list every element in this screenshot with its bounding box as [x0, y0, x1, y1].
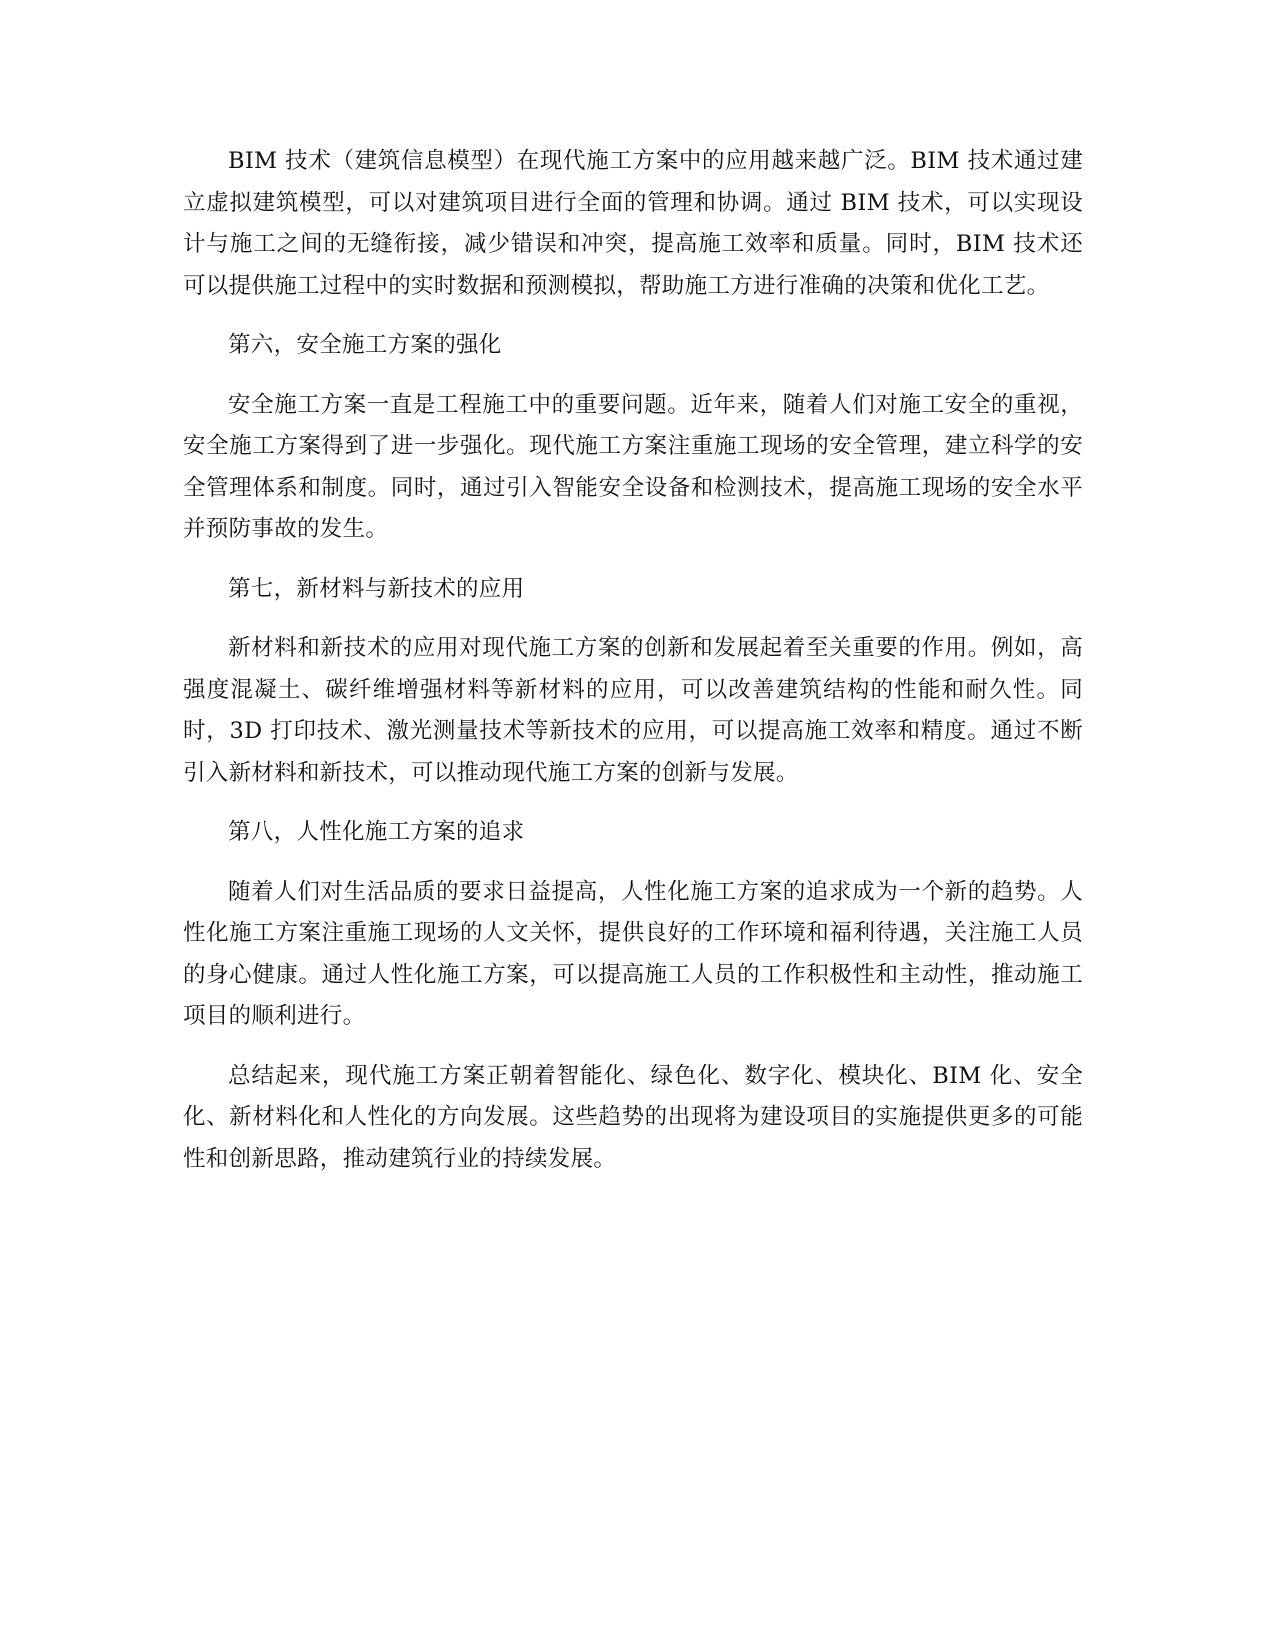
paragraph-safety-construction: 安全施工方案一直是工程施工中的重要问题。近年来，随着人们对施工安全的重视，安全施工方案得到了进一步强化。现代施工方案注重施工现场的安全管理，建立科学的安全管理体系和制度。同时，通过引入智能安全设备和检测技术，提高施工现场的安全水平并预防事故的发生。	[183, 391, 1083, 542]
section-heading-safety: 第六，安全施工方案的强化	[228, 332, 502, 358]
paragraph-new-materials: 新材料和新技术的应用对现代施工方案的创新和发展起着至关重要的作用。例如，高强度混凝土、碳纤维增强材料等新材料的应用，可以改善建筑结构的性能和耐久性。同时，3D 打印技术、激光测量技术等新技术的应用，可以提高施工效率和精度。通过不断引入新材料和新技术，可以推动现代施工方案的创新与发展。	[183, 635, 1083, 786]
section-heading-humanized: 第八，人性化施工方案的追求	[228, 819, 525, 845]
section-heading-new-materials: 第七，新材料与新技术的应用	[228, 575, 525, 602]
paragraph-summary: 总结起来，现代施工方案正朝着智能化、绿色化、数字化、模块化、BIM 化、安全化、新材料化和人性化的方向发展。这些趋势的出现将为建设项目的实施提供更多的可能性和创新思路，推动建筑行业的持续发展。	[183, 1062, 1083, 1172]
paragraph-humanized-construction: 随着人们对生活品质的要求日益提高，人性化施工方案的追求成为一个新的趋势。人性化施工方案注重施工现场的人文关怀，提供良好的工作环境和福利待遇，关注施工人员的身心健康。通过人性化施工方案，可以提高施工人员的工作积极性和主动性，推动施工项目的顺利进行。	[183, 878, 1083, 1029]
paragraph-bim-technology: BIM 技术（建筑信息模型）在现代施工方案中的应用越来越广泛。BIM 技术通过建立虚拟建筑模型，可以对建筑项目进行全面的管理和协调。通过 BIM 技术，可以实现设计与施工之间的无缝衔接，减少错误和冲突，提高施工效率和质量。同时，BIM 技术还可以提供施工过程中的实时数据和预测模拟，帮助施工方进行准确的决策和优化工艺。	[183, 148, 1083, 299]
document-body	[183, 141, 1083, 1198]
